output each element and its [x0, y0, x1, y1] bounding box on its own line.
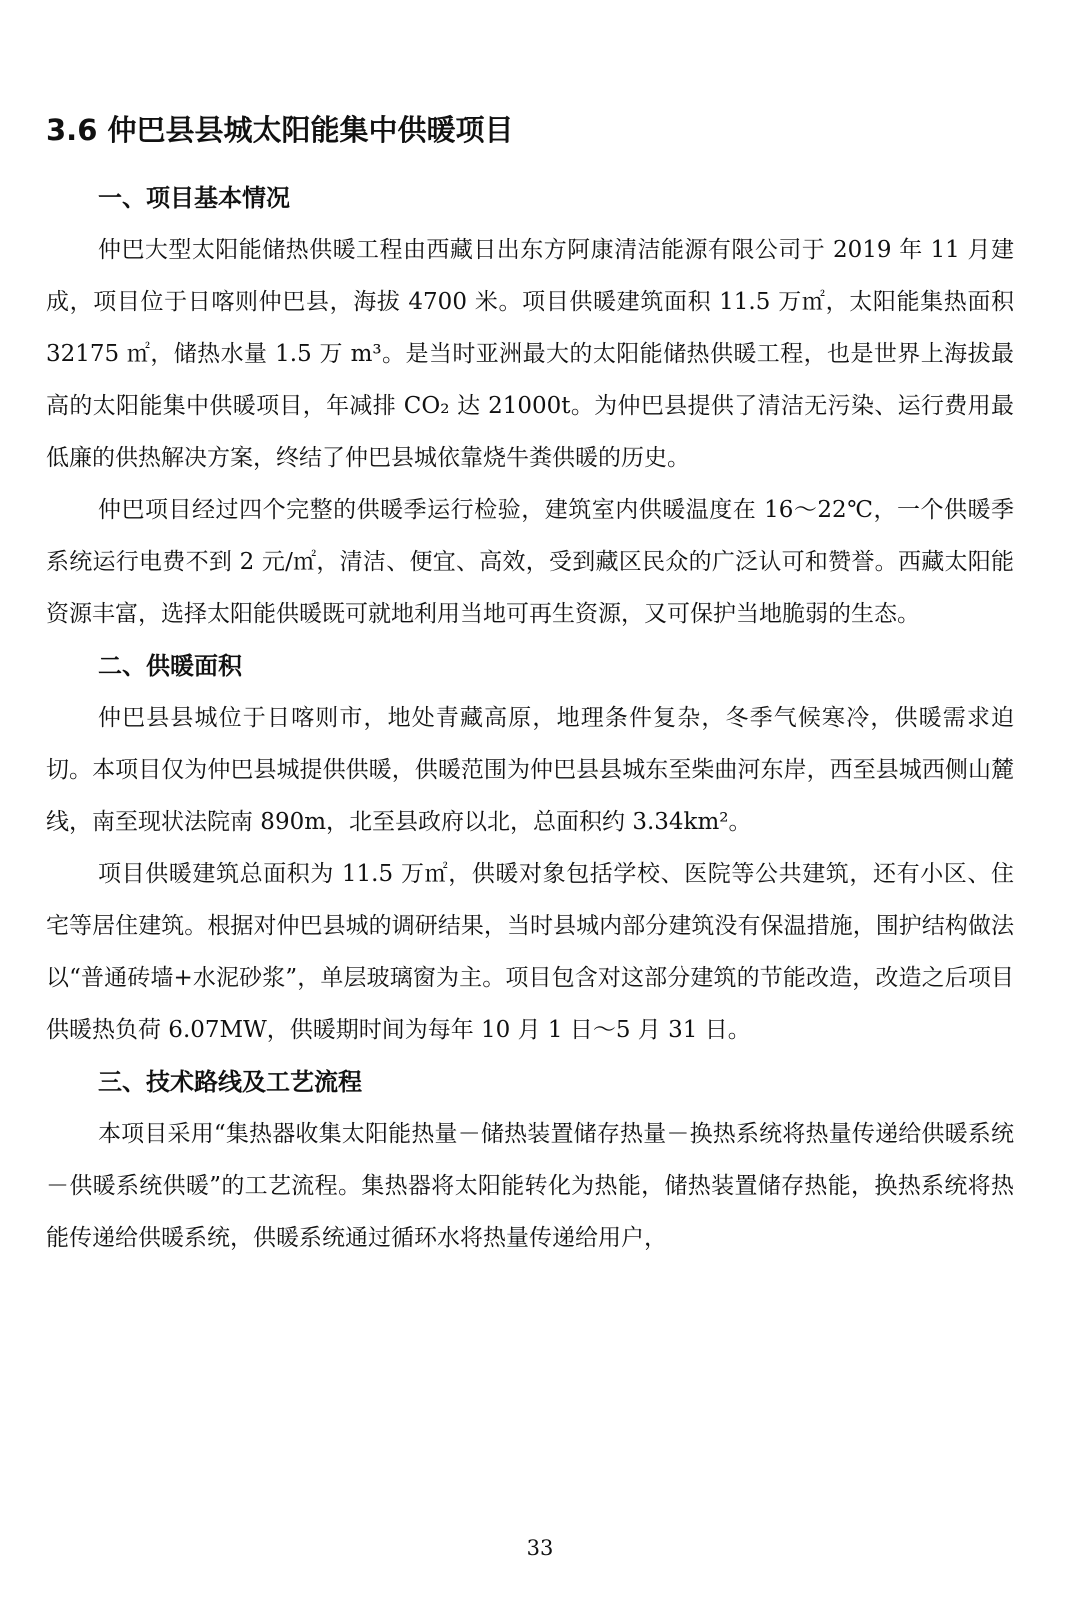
page-number: 33 [526, 1536, 554, 1560]
heading-heating-area: 二、供暖面积 [98, 652, 242, 680]
paragraph-building-area: 项目供暖建筑总面积为 11.5 万㎡，供暖对象包括学校、医院等公共建筑，还有小区、住宅等居住建筑。根据对仲巴县城的调研结果，当时县城内部分建筑没有保温措施，围护结构做法以“普通砖墙+水泥砂浆”，单层玻璃窗为主。项目包含对这部分建筑的节能改造，改造之后项目供暖热负荷 6.07MW，供暖期时间为每年 10 月 1 日～5 月 31 日。 [46, 861, 1014, 1043]
paragraph-heating-range: 仲巴县县城位于日喀则市，地处青藏高原，地理条件复杂，冬季气候寒冷，供暖需求迫切。本项目仅为仲巴县城提供供暖，供暖范围为仲巴县县城东至柴曲河东岸，西至县城西侧山麓线，南至现状法院南 890m，北至县政府以北，总面积约 3.34km²。 [46, 705, 1014, 835]
section-title: 3.6 仲巴县县城太阳能集中供暖项目 [46, 113, 514, 147]
paragraph-process-flow: 本项目采用“集热器收集太阳能热量－储热装置储存热量－换热系统将热量传递给供暖系统－供暖系统供暖”的工艺流程。集热器将太阳能转化为热能，储热装置储存热能，换热系统将热能传递给供暖系统，供暖系统通过循环水将热量传递给用户， [46, 1121, 1014, 1251]
paragraph-operation-results: 仲巴项目经过四个完整的供暖季运行检验，建筑室内供暖温度在 16～22℃，一个供暖季系统运行电费不到 2 元/㎡，清洁、便宜、高效，受到藏区民众的广泛认可和赞誉。西藏太阳能资源丰富，选择太阳能供暖既可就地利用当地可再生资源，又可保护当地脆弱的生态。 [46, 497, 1014, 627]
heading-technical-route: 三、技术路线及工艺流程 [98, 1068, 362, 1096]
paragraph-project-overview: 仲巴大型太阳能储热供暖工程由西藏日出东方阿康清洁能源有限公司于 2019 年 11 月建成，项目位于日喀则仲巴县，海拔 4700 米。项目供暖建筑面积 11.5 万㎡，太阳能集热面积 32175 ㎡，储热水量 1.5 万 m³。是当时亚洲最大的太阳能储热供暖工程，也是世界上海拔最高的太阳能集中供暖项目，年减排 CO₂ 达 21000t。为仲巴县提供了清洁无污染、运行费用最低廉的供热解决方案，终结了仲巴县城依靠烧牛粪供暖的历史。 [46, 237, 1014, 471]
heading-basic-info: 一、项目基本情况 [98, 184, 290, 212]
